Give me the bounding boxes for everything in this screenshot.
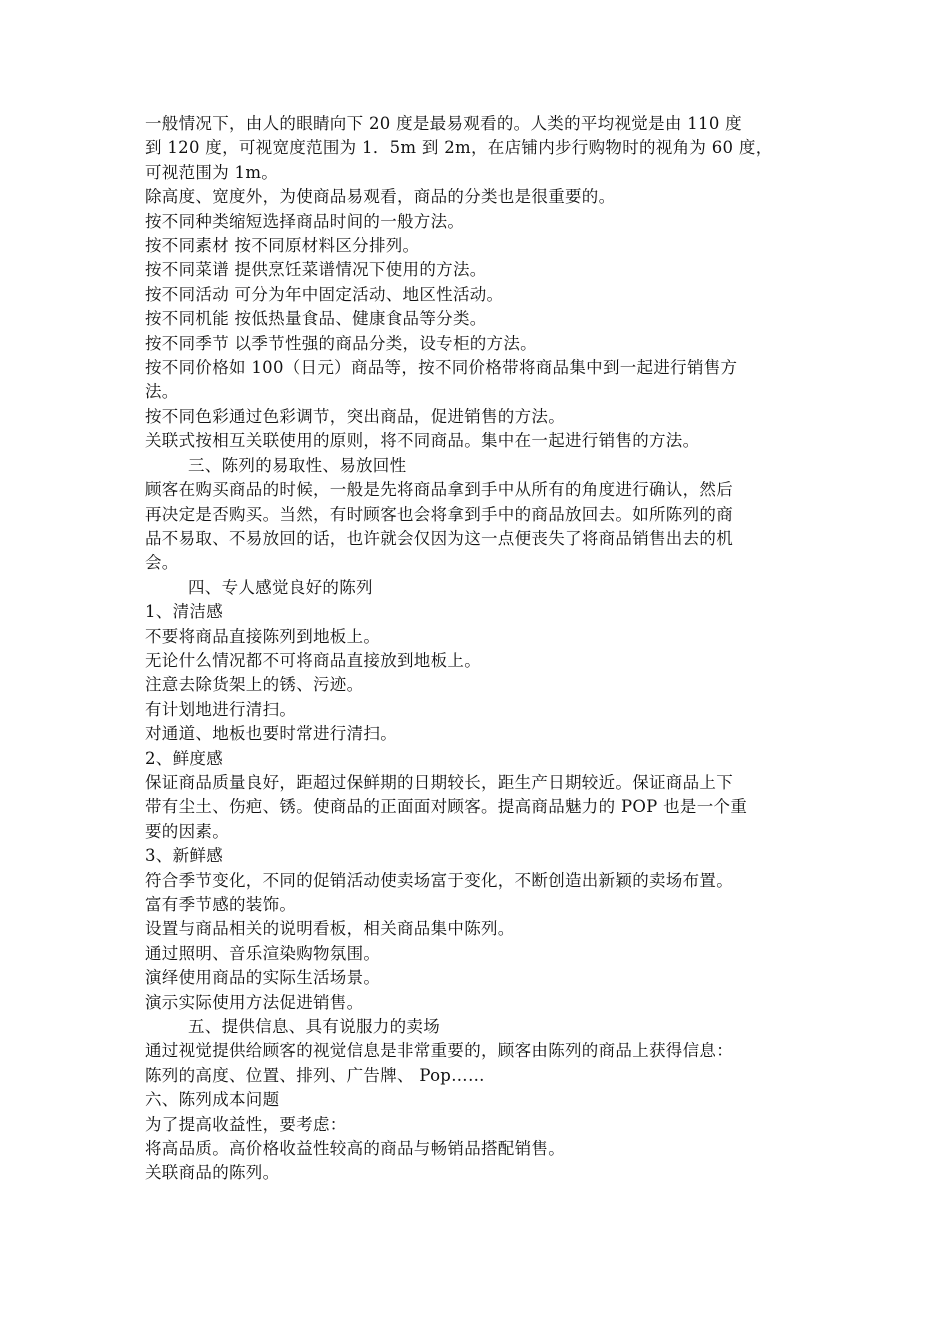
text-line: 按不同色彩通过色彩调节，突出商品，促进销售的方法。 [145,406,565,426]
text-line: 再决定是否购买。当然，有时顾客也会将拿到手中的商品放回去。如所陈列的商 [145,504,733,524]
text-line: 关联式按相互关联使用的原则，将不同商品。集中在一起进行销售的方法。 [145,431,700,451]
text-line: 通过视觉提供给顾客的视觉信息是非常重要的，顾客由陈列的商品上获得信息： [145,1041,733,1061]
text-line: 一般情况下，由人的眼睛向下 20 度是最易观看的。人类的平均视觉是由 110 度 [145,114,742,133]
text-line: 不要将商品直接陈列到地板上。 [145,626,381,646]
text-line: 品不易取、不易放回的话，也许就会仅因为这一点便丧失了将商品销售出去的机 [145,528,733,548]
text-line: 按不同种类缩短选择商品时间的一般方法。 [145,211,465,231]
text-line: 除高度、宽度外，为使商品易观看，商品的分类也是很重要的。 [145,187,616,207]
text-line: 按不同菜谱 提供烹饪菜谱情况下使用的方法。 [145,260,487,280]
text-line: 对通道、地板也要时常进行清扫。 [145,724,397,744]
text-line: 无论什么情况都不可将商品直接放到地板上。 [145,650,481,670]
text-line: 关联商品的陈列。 [145,1163,280,1183]
text-line: 六、陈列成本问题 [145,1090,280,1110]
text-line: 按不同活动 可分为年中固定活动、地区性活动。 [145,284,504,304]
section-heading: 五、提供信息、具有说服力的卖场 [188,1017,440,1037]
text-line: 按不同机能 按低热量食品、健康食品等分类。 [145,309,487,329]
text-line: 1、清洁感 [145,602,223,622]
text-line: 陈列的高度、位置、排列、广告牌、 Pop…… [145,1065,485,1085]
text-line: 要的因素。 [145,821,229,841]
text-line: 富有季节感的装饰。 [145,895,297,914]
text-line: 注意去除货架上的锈、污迹。 [145,675,364,695]
text-line: 将高品质。高价格收益性较高的商品与畅销品搭配销售。 [145,1139,565,1159]
text-line: 按不同季节 以季节性强的商品分类，设专柜的方法。 [145,333,537,353]
text-line: 2、鲜度感 [145,748,223,768]
text-line: 符合季节变化，不同的促销活动使卖场富于变化，不断创造出新颖的卖场布置。 [145,870,733,890]
text-line: 设置与商品相关的说明看板，相关商品集中陈列。 [145,919,515,939]
text-line: 会。 [145,553,179,573]
text-line: 为了提高收益性，要考虑： [145,1114,347,1134]
text-line: 保证商品质量良好，距超过保鲜期的日期较长，距生产日期较近。保证商品上下 [145,772,733,792]
text-line: 到 120 度，可视宽度范围为 1．5m 到 2m，在店铺内步行购物时的视角为 60 度， [145,138,773,158]
text-line: 按不同价格如 100（日元）商品等，按不同价格带将商品集中到一起进行销售方 [145,358,738,378]
document-body [145,112,815,1186]
text-line: 演绎使用商品的实际生活场景。 [145,968,381,988]
text-line: 演示实际使用方法促进销售。 [145,992,364,1012]
text-line: 有计划地进行清扫。 [145,699,297,719]
text-line: 可视范围为 1m。 [145,162,279,182]
section-heading: 四、专人感觉良好的陈列 [188,577,373,597]
text-line: 按不同素材 按不同原材料区分排列。 [145,236,420,256]
text-line: 带有尘土、伤疤、锈。使商品的正面面对顾客。提高商品魅力的 POP 也是一个重 [145,797,748,817]
text-line: 顾客在购买商品的时候，一般是先将商品拿到手中从所有的角度进行确认，然后 [145,480,733,500]
text-line: 3、新鲜感 [145,846,223,866]
section-heading: 三、陈列的易取性、易放回性 [188,455,407,475]
text-line: 通过照明、音乐渲染购物氛围。 [145,943,381,963]
text-line: 法。 [145,382,179,402]
